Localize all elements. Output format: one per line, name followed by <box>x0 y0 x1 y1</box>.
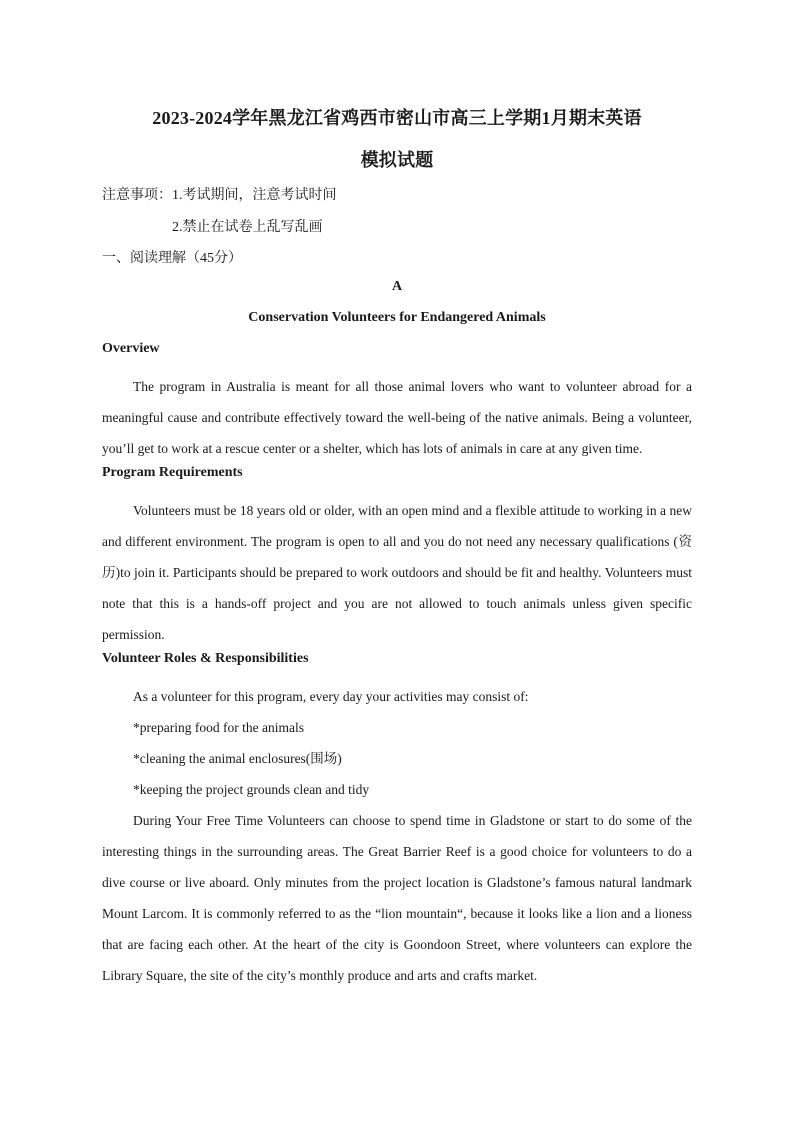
requirements-paragraph: Volunteers must be 18 years old or older, with an open mind and a flexible attitude to working in a new and different environment. The program is open to all and you do not need any necessary qualifications (资历)to join it. Participants should be prepared to work outdoors and should be fit and healthy. Volunteers must note that this is a hands-off project and you are not allowed to touch animals unless given specific permission. <box>102 503 692 642</box>
list-item: *keeping the project grounds clean and tidy <box>133 782 370 797</box>
roles-heading: Volunteer Roles & Responsibilities <box>102 651 309 666</box>
roles-intro: As a volunteer for this program, every day your activities may consist of: <box>133 689 529 704</box>
part-label: A <box>391 279 403 294</box>
exam-title: 2023-2024学年黑龙江省鸡西市密山市高三上学期1月期末英语 <box>152 108 642 128</box>
overview-heading: Overview <box>102 341 160 356</box>
overview-paragraph: The program in Australia is meant for all those animal lovers who want to volunteer abroad for a meaningful cause and contribute effectively toward the well-being of the native animals. Being a volunteer, you’ll get to work at a rescue center or a shelter, which has lots of animals in care at any given time. <box>102 379 692 456</box>
list-item: *cleaning the animal enclosures(围场) <box>133 751 342 766</box>
list-item: *preparing food for the animals <box>133 720 304 735</box>
exam-subtitle: 模拟试题 <box>360 150 434 170</box>
passage-title: Conservation Volunteers for Endangered Animals <box>248 310 546 325</box>
free-time-paragraph: During Your Free Time Volunteers can choose to spend time in Gladstone or start to do some of the interesting things in the surrounding areas. The Great Barrier Reef is a good choice for volunteers to do a dive course or live aboard. Only minutes from the project location is Gladstone’s famous natural landmark Mount Larcom. It is commonly referred to as the “lion mountain“, because it looks like a lion and a lioness that are facing each other. At the heart of the city is Goondoon Street, where volunteers can explore the Library Square, the site of the city’s monthly produce and arts and crafts market. <box>102 813 692 983</box>
requirements-heading: Program Requirements <box>102 465 243 480</box>
notice-line-1: 注意事项：1.考试期间，注意考试时间 <box>102 188 337 203</box>
section-heading: 一、阅读理解（45分） <box>102 251 242 266</box>
passage-body <box>102 340 692 991</box>
notice-line-2: 2.禁止在试卷上乱写乱画 <box>172 220 323 235</box>
